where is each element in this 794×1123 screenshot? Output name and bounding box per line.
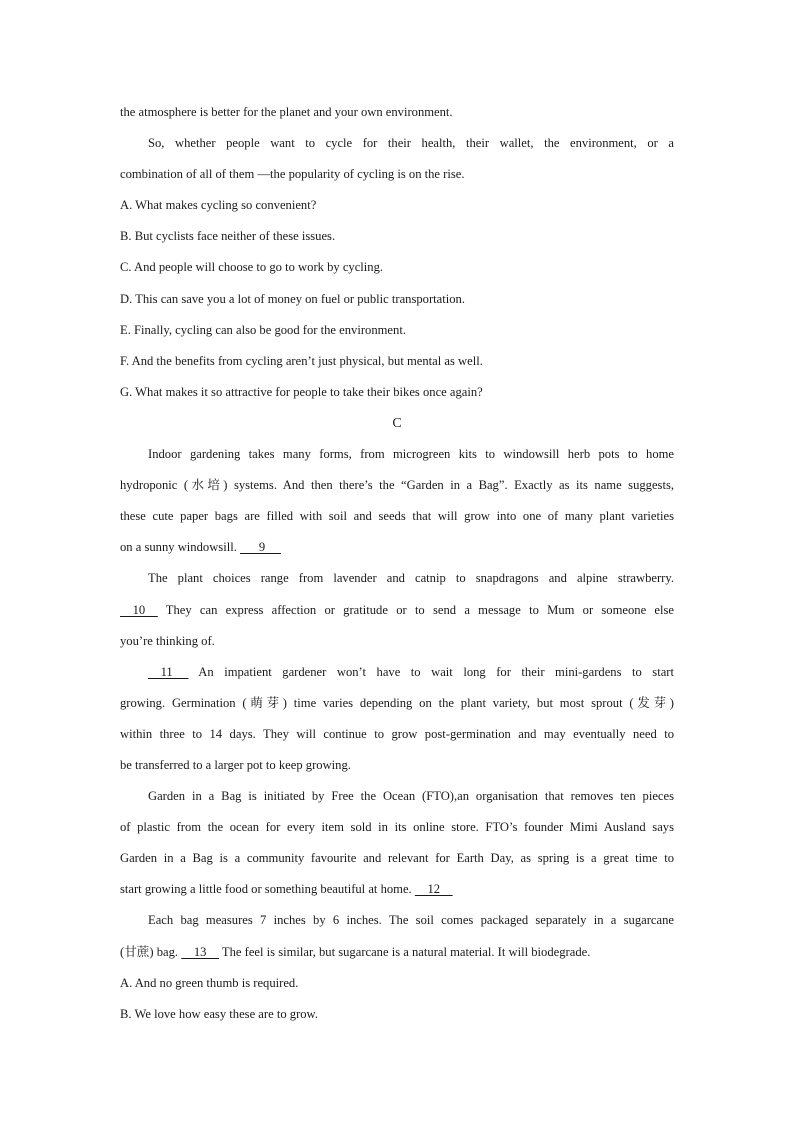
option-b: B. But cyclists face neither of these issues. bbox=[120, 229, 336, 244]
c-para3-line-1 bbox=[120, 657, 674, 688]
c-para4-line-3: Garden in a Bag is a community favourite and relevant for Earth Day, as spring is a great time to bbox=[120, 851, 674, 866]
c-para5-line-2 bbox=[120, 937, 674, 968]
passage-b-closing-line-2: combination of all of them —the popularity of cycling is on the rise. bbox=[120, 167, 465, 182]
c-para5-line-1: Each bag measures 7 inches by 6 inches. The soil comes packaged separately in a sugarcane bbox=[148, 913, 674, 928]
c-para4-line-4 bbox=[120, 874, 674, 905]
c-para4-line-1: Garden in a Bag is initiated by Free the Ocean (FTO),an organisation that removes ten pieces bbox=[148, 789, 674, 804]
blank-13[interactable]: 13 bbox=[181, 944, 219, 959]
c-para5-line-2-tail: The feel is similar, but sugarcane is a natural material. It will biodegrade. bbox=[219, 944, 591, 959]
c-option-a: A. And no green thumb is required. bbox=[120, 975, 299, 990]
c-para3-line-2: growing. Germination (萌芽) time varies depending on the plant variety, but most sprout (发芽) bbox=[120, 695, 674, 710]
option-a: A. What makes cycling so convenient? bbox=[120, 198, 317, 213]
c-para3-line-1-text: An impatient gardener won’t have to wait long for their mini-gardens to start bbox=[188, 664, 674, 679]
c-para1-line-3: these cute paper bags are filled with soil and seeds that will grow into one of many plant varieties bbox=[120, 509, 674, 524]
blank-9[interactable]: 9 bbox=[240, 540, 281, 555]
c-para1-line-1: Indoor gardening takes many forms, from microgreen kits to windowsill herb pots to home bbox=[148, 447, 674, 462]
document-page bbox=[120, 97, 674, 1030]
passage-b-tail-line: the atmosphere is better for the planet and your own environment. bbox=[120, 105, 453, 119]
c-para5-line-2-text: (甘蔗) bag. bbox=[120, 944, 179, 959]
c-para2-line-1: The plant choices range from lavender and catnip to snapdragons and alpine strawberry. bbox=[148, 571, 674, 586]
c-para4-line-4-text: start growing a little food or something beautiful at home. bbox=[120, 882, 412, 897]
c-para2-line-2-text: They can express affection or gratitude or to send a message to Mum or someone else bbox=[157, 602, 674, 617]
option-f: F. And the benefits from cycling aren’t just physical, but mental as well. bbox=[120, 353, 483, 368]
option-d: D. This can save you a lot of money on fuel or public transportation. bbox=[120, 291, 465, 306]
option-e: E. Finally, cycling can also be good for the environment. bbox=[120, 322, 406, 337]
c-para4-line-2: of plastic from the ocean for every item sold in its online store. FTO’s founder Mimi Ausland says bbox=[120, 820, 674, 835]
c-para1-line-4 bbox=[120, 532, 674, 563]
option-g: G. What makes it so attractive for people to take their bikes once again? bbox=[120, 384, 483, 399]
section-heading-c: C bbox=[392, 415, 402, 431]
c-para3-line-4: be transferred to a larger pot to keep growing. bbox=[120, 757, 351, 772]
c-para1-line-2: hydroponic (水培) systems. And then there’s the “Garden in a Bag”. Exactly as its name suggests, bbox=[120, 478, 674, 493]
c-para1-line-4-text: on a sunny windowsill. bbox=[120, 540, 237, 555]
blank-10[interactable]: 10 bbox=[120, 602, 158, 617]
c-para2-line-2 bbox=[120, 595, 674, 626]
c-option-b: B. We love how easy these are to grow. bbox=[120, 1006, 318, 1021]
c-para2-line-3: you’re thinking of. bbox=[120, 633, 215, 648]
option-c: C. And people will choose to go to work by cycling. bbox=[120, 260, 384, 275]
blank-12[interactable]: 12 bbox=[414, 882, 453, 897]
c-para3-line-3: within three to 14 days. They will continue to grow post-germination and may eventually need to bbox=[120, 726, 674, 741]
passage-b-closing-line-1: So, whether people want to cycle for their health, their wallet, the environment, or a bbox=[148, 136, 674, 151]
blank-11[interactable]: 11 bbox=[148, 664, 189, 679]
